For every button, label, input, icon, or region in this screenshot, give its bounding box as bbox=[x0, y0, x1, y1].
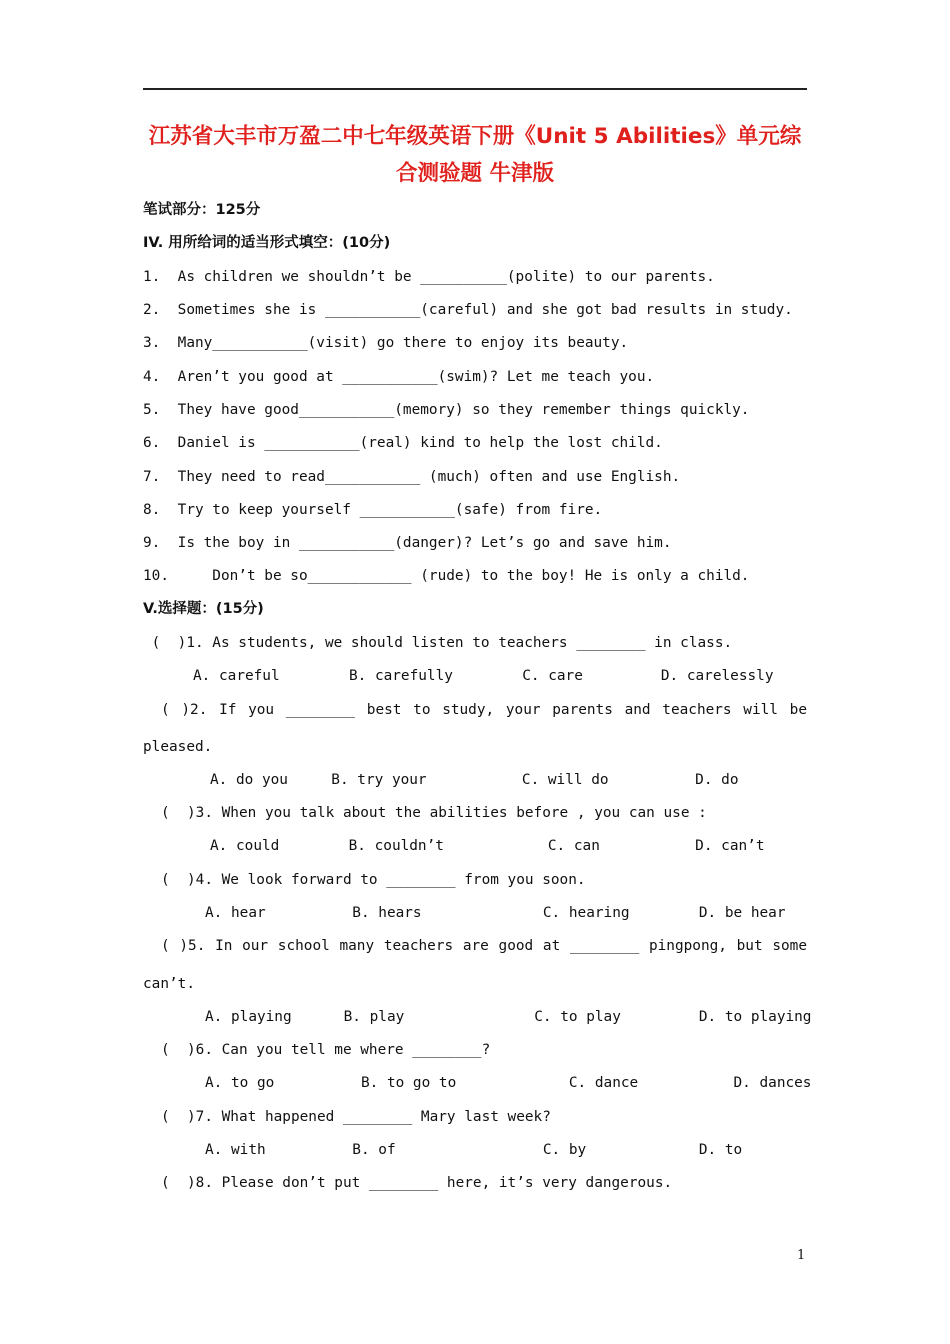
page-title bbox=[143, 118, 807, 192]
page-number: 1 bbox=[797, 1248, 806, 1263]
fill-blank-4: 4. Aren’t you good at ___________(swim)? Let me teach you. bbox=[143, 369, 655, 385]
fill-blank-1: 1. As children we shouldn’t be __________(polite) to our parents. bbox=[143, 269, 715, 285]
fill-blank-3: 3. Many___________(visit) go there to enjoy its beauty. bbox=[143, 335, 629, 351]
choice-q5-options: A. playing B. play C. to play D. to playing bbox=[205, 1009, 812, 1025]
fill-blank-8: 8. Try to keep yourself ___________(safe) from fire. bbox=[143, 502, 603, 518]
choice-q5-continued: can’t. bbox=[143, 976, 195, 992]
fill-blank-10: 10. Don’t be so____________ (rude) to the boy! He is only a child. bbox=[143, 568, 750, 584]
header-rule bbox=[143, 88, 807, 90]
choice-q1: ( )1. As students, we should listen to teachers ________ in class. bbox=[143, 635, 733, 651]
choice-q1-options: A. careful B. carefully C. care D. carelessly bbox=[193, 668, 774, 684]
choice-q4-options: A. hear B. hears C. hearing D. be hear bbox=[205, 905, 786, 921]
fill-blank-2: 2. Sometimes she is ___________(careful) and she got bad results in study. bbox=[143, 302, 793, 318]
choice-q2-continued: pleased. bbox=[143, 739, 213, 755]
part4-heading: IV. 用所给词的适当形式填空：(10分) bbox=[143, 235, 391, 251]
choice-q8: ( )8. Please don’t put ________ here, it’s very dangerous. bbox=[161, 1175, 673, 1191]
written-part-label: 笔试部分：125分 bbox=[143, 202, 261, 218]
choice-q5: ( )5. In our school many teachers are good at ________ pingpong, but some bbox=[161, 938, 807, 954]
fill-blank-9: 9. Is the boy in ___________(danger)? Let’s go and save him. bbox=[143, 535, 672, 551]
choice-q3-options: A. could B. couldn’t C. can D. can’t bbox=[210, 838, 765, 854]
fill-blank-7: 7. They need to read___________ (much) often and use English. bbox=[143, 469, 681, 485]
choice-q2-options: A. do you B. try your C. will do D. do bbox=[210, 772, 739, 788]
title-line-2: 合测验题 牛津版 bbox=[396, 161, 554, 186]
choice-q6: ( )6. Can you tell me where ________? bbox=[161, 1042, 491, 1058]
fill-blank-6: 6. Daniel is ___________(real) kind to help the lost child. bbox=[143, 435, 663, 451]
choice-q6-options: A. to go B. to go to C. dance D. dances bbox=[205, 1075, 812, 1091]
choice-q3: ( )3. When you talk about the abilities before , you can use : bbox=[161, 805, 707, 821]
choice-q4: ( )4. We look forward to ________ from you soon. bbox=[161, 872, 586, 888]
choice-q7: ( )7. What happened ________ Mary last week? bbox=[161, 1109, 551, 1125]
part5-heading: V.选择题：(15分) bbox=[143, 601, 264, 617]
choice-q7-options: A. with B. of C. by D. to bbox=[205, 1142, 743, 1158]
fill-blank-5: 5. They have good___________(memory) so they remember things quickly. bbox=[143, 402, 750, 418]
title-line-1: 江苏省大丰市万盈二中七年级英语下册《Unit 5 Abilities》单元综 bbox=[148, 124, 802, 149]
choice-q2: ( )2. If you ________ best to study, your parents and teachers will be bbox=[161, 702, 807, 718]
